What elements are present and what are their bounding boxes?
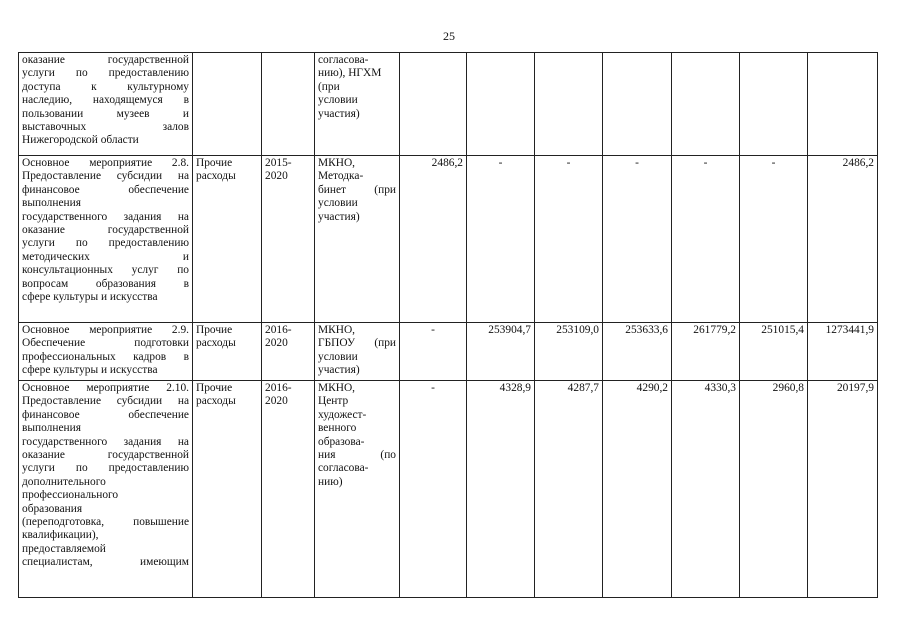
- executor-line: художест-: [318, 408, 367, 421]
- funding-value-cell: 251015,4: [740, 323, 808, 381]
- activity-name-cell: [19, 156, 193, 323]
- funding-value-cell: -: [672, 156, 740, 323]
- executor-line: согласова-: [318, 462, 369, 475]
- executor-line: участия): [318, 107, 360, 120]
- activity-name-line: финансовое обеспечение: [22, 183, 189, 196]
- activity-name-line: выставочных залов: [22, 121, 189, 134]
- activity-name-line: Основное мероприятие 2.10.: [22, 382, 189, 394]
- activity-name-line: услуги по предоставлению: [22, 237, 189, 250]
- funding-value-cell: 2486,2: [400, 156, 467, 323]
- activity-name-line: вопросам образования в: [22, 277, 189, 290]
- activity-name-line: доступа к культурному: [22, 80, 189, 93]
- activity-name-line: пользовании музеев и: [22, 107, 189, 120]
- executor-cell: [315, 381, 400, 598]
- activity-name-line: специалистам, имеющим: [22, 556, 189, 569]
- activity-name-line: образования: [22, 502, 83, 515]
- activity-name-line: Основное мероприятие 2.9.: [22, 324, 189, 336]
- activity-name-cell: [19, 323, 193, 381]
- activity-name-cell: [19, 53, 193, 156]
- table-row: [19, 381, 878, 598]
- funding-value-cell: 253109,0: [535, 323, 603, 381]
- executor-line: ГБПОУ (при: [318, 337, 396, 350]
- expense-type-cell: Прочие расходы: [193, 323, 262, 381]
- executor-line: МКНО,: [318, 157, 356, 169]
- activity-name-line: финансовое обеспечение: [22, 408, 189, 421]
- funding-value-cell: [400, 53, 467, 156]
- activity-name-line: методических и: [22, 250, 189, 263]
- activity-name-line: государственного задания на: [22, 210, 189, 223]
- activity-name-line: наследию, находящемуся в: [22, 94, 189, 107]
- funding-value-cell: 4328,9: [467, 381, 535, 598]
- executor-line: участия): [318, 364, 360, 377]
- activity-name-line: оказание государственной: [22, 54, 189, 66]
- activity-name-line: профессионального: [22, 489, 119, 502]
- activity-name-line: услуги по предоставлению: [22, 462, 189, 475]
- executor-cell: [315, 53, 400, 156]
- period-cell: 2016-2020: [262, 323, 315, 381]
- executor-line: нию): [318, 475, 343, 488]
- budget-table: [18, 52, 878, 598]
- total-value-cell: 2486,2: [808, 156, 878, 323]
- executor-line: МКНО,: [318, 382, 356, 394]
- funding-value-cell: [603, 53, 672, 156]
- executor-cell: [315, 156, 400, 323]
- activity-name-line: оказание государственной: [22, 224, 189, 237]
- funding-value-cell: 4290,2: [603, 381, 672, 598]
- funding-value-cell: 4330,3: [672, 381, 740, 598]
- table-row: [19, 156, 878, 323]
- executor-line: участия): [318, 210, 360, 223]
- executor-line: условии: [318, 197, 358, 210]
- activity-name-line: дополнительного: [22, 475, 106, 488]
- funding-value-cell: 253904,7: [467, 323, 535, 381]
- funding-value-cell: [740, 53, 808, 156]
- table-row: [19, 53, 878, 156]
- activity-name-line: квалификации),: [22, 529, 99, 542]
- activity-name-line: Обеспечение подготовки: [22, 337, 189, 350]
- period-cell: [262, 53, 315, 156]
- executor-line: нию), НГХМ: [318, 67, 382, 80]
- executor-line: условии: [318, 94, 358, 107]
- activity-name-line: предоставляемой: [22, 542, 106, 555]
- funding-value-cell: 253633,6: [603, 323, 672, 381]
- activity-name-line: услуги по предоставлению: [22, 67, 189, 80]
- activity-name-line: консультационных услуг по: [22, 264, 189, 277]
- funding-value-cell: -: [400, 323, 467, 381]
- activity-name-line: Нижегородской области: [22, 134, 139, 147]
- funding-value-cell: 4287,7: [535, 381, 603, 598]
- executor-line: образова-: [318, 435, 365, 448]
- funding-value-cell: [535, 53, 603, 156]
- activity-name-line: Предоставление субсидии на: [22, 170, 189, 183]
- funding-value-cell: 2960,8: [740, 381, 808, 598]
- activity-name-line: сфере культуры и искусства: [22, 364, 158, 377]
- activity-name-line: выполнения: [22, 422, 81, 435]
- expense-type-cell: Прочие расходы: [193, 381, 262, 598]
- period-cell: 2016-2020: [262, 381, 315, 598]
- executor-line: МКНО,: [318, 324, 356, 336]
- executor-line: (при: [318, 80, 340, 93]
- funding-value-cell: [467, 53, 535, 156]
- executor-line: бинет (при: [318, 183, 396, 196]
- funding-value-cell: -: [467, 156, 535, 323]
- executor-line: Методка-: [318, 170, 364, 183]
- total-value-cell: 1273441,9: [808, 323, 878, 381]
- executor-line: венного: [318, 422, 357, 435]
- table-row: [19, 323, 878, 381]
- executor-cell: [315, 323, 400, 381]
- activity-name-line: государственного задания на: [22, 435, 189, 448]
- activity-name-line: (переподготовка, повышение: [22, 516, 189, 529]
- activity-name-line: выполнения: [22, 197, 81, 210]
- expense-type-cell: Прочие расходы: [193, 156, 262, 323]
- activity-name-line: профессиональных кадров в: [22, 350, 189, 363]
- funding-value-cell: -: [535, 156, 603, 323]
- funding-value-cell: [672, 53, 740, 156]
- period-cell: 2015-2020: [262, 156, 315, 323]
- activity-name-line: Предоставление субсидии на: [22, 395, 189, 408]
- activity-name-line: Основное мероприятие 2.8.: [22, 157, 189, 169]
- funding-value-cell: -: [603, 156, 672, 323]
- executor-line: ния (по: [318, 449, 396, 462]
- activity-name-line: сфере культуры и искусства: [22, 291, 158, 304]
- page-number: 25: [443, 29, 455, 43]
- activity-name-line: оказание государственной: [22, 449, 189, 462]
- expense-type-cell: [193, 53, 262, 156]
- activity-name-cell: [19, 381, 193, 598]
- total-value-cell: [808, 53, 878, 156]
- executor-line: согласова-: [318, 54, 369, 66]
- funding-value-cell: 261779,2: [672, 323, 740, 381]
- executor-line: Центр: [318, 395, 349, 408]
- total-value-cell: 20197,9: [808, 381, 878, 598]
- executor-line: условии: [318, 350, 358, 363]
- funding-value-cell: -: [740, 156, 808, 323]
- funding-value-cell: -: [400, 381, 467, 598]
